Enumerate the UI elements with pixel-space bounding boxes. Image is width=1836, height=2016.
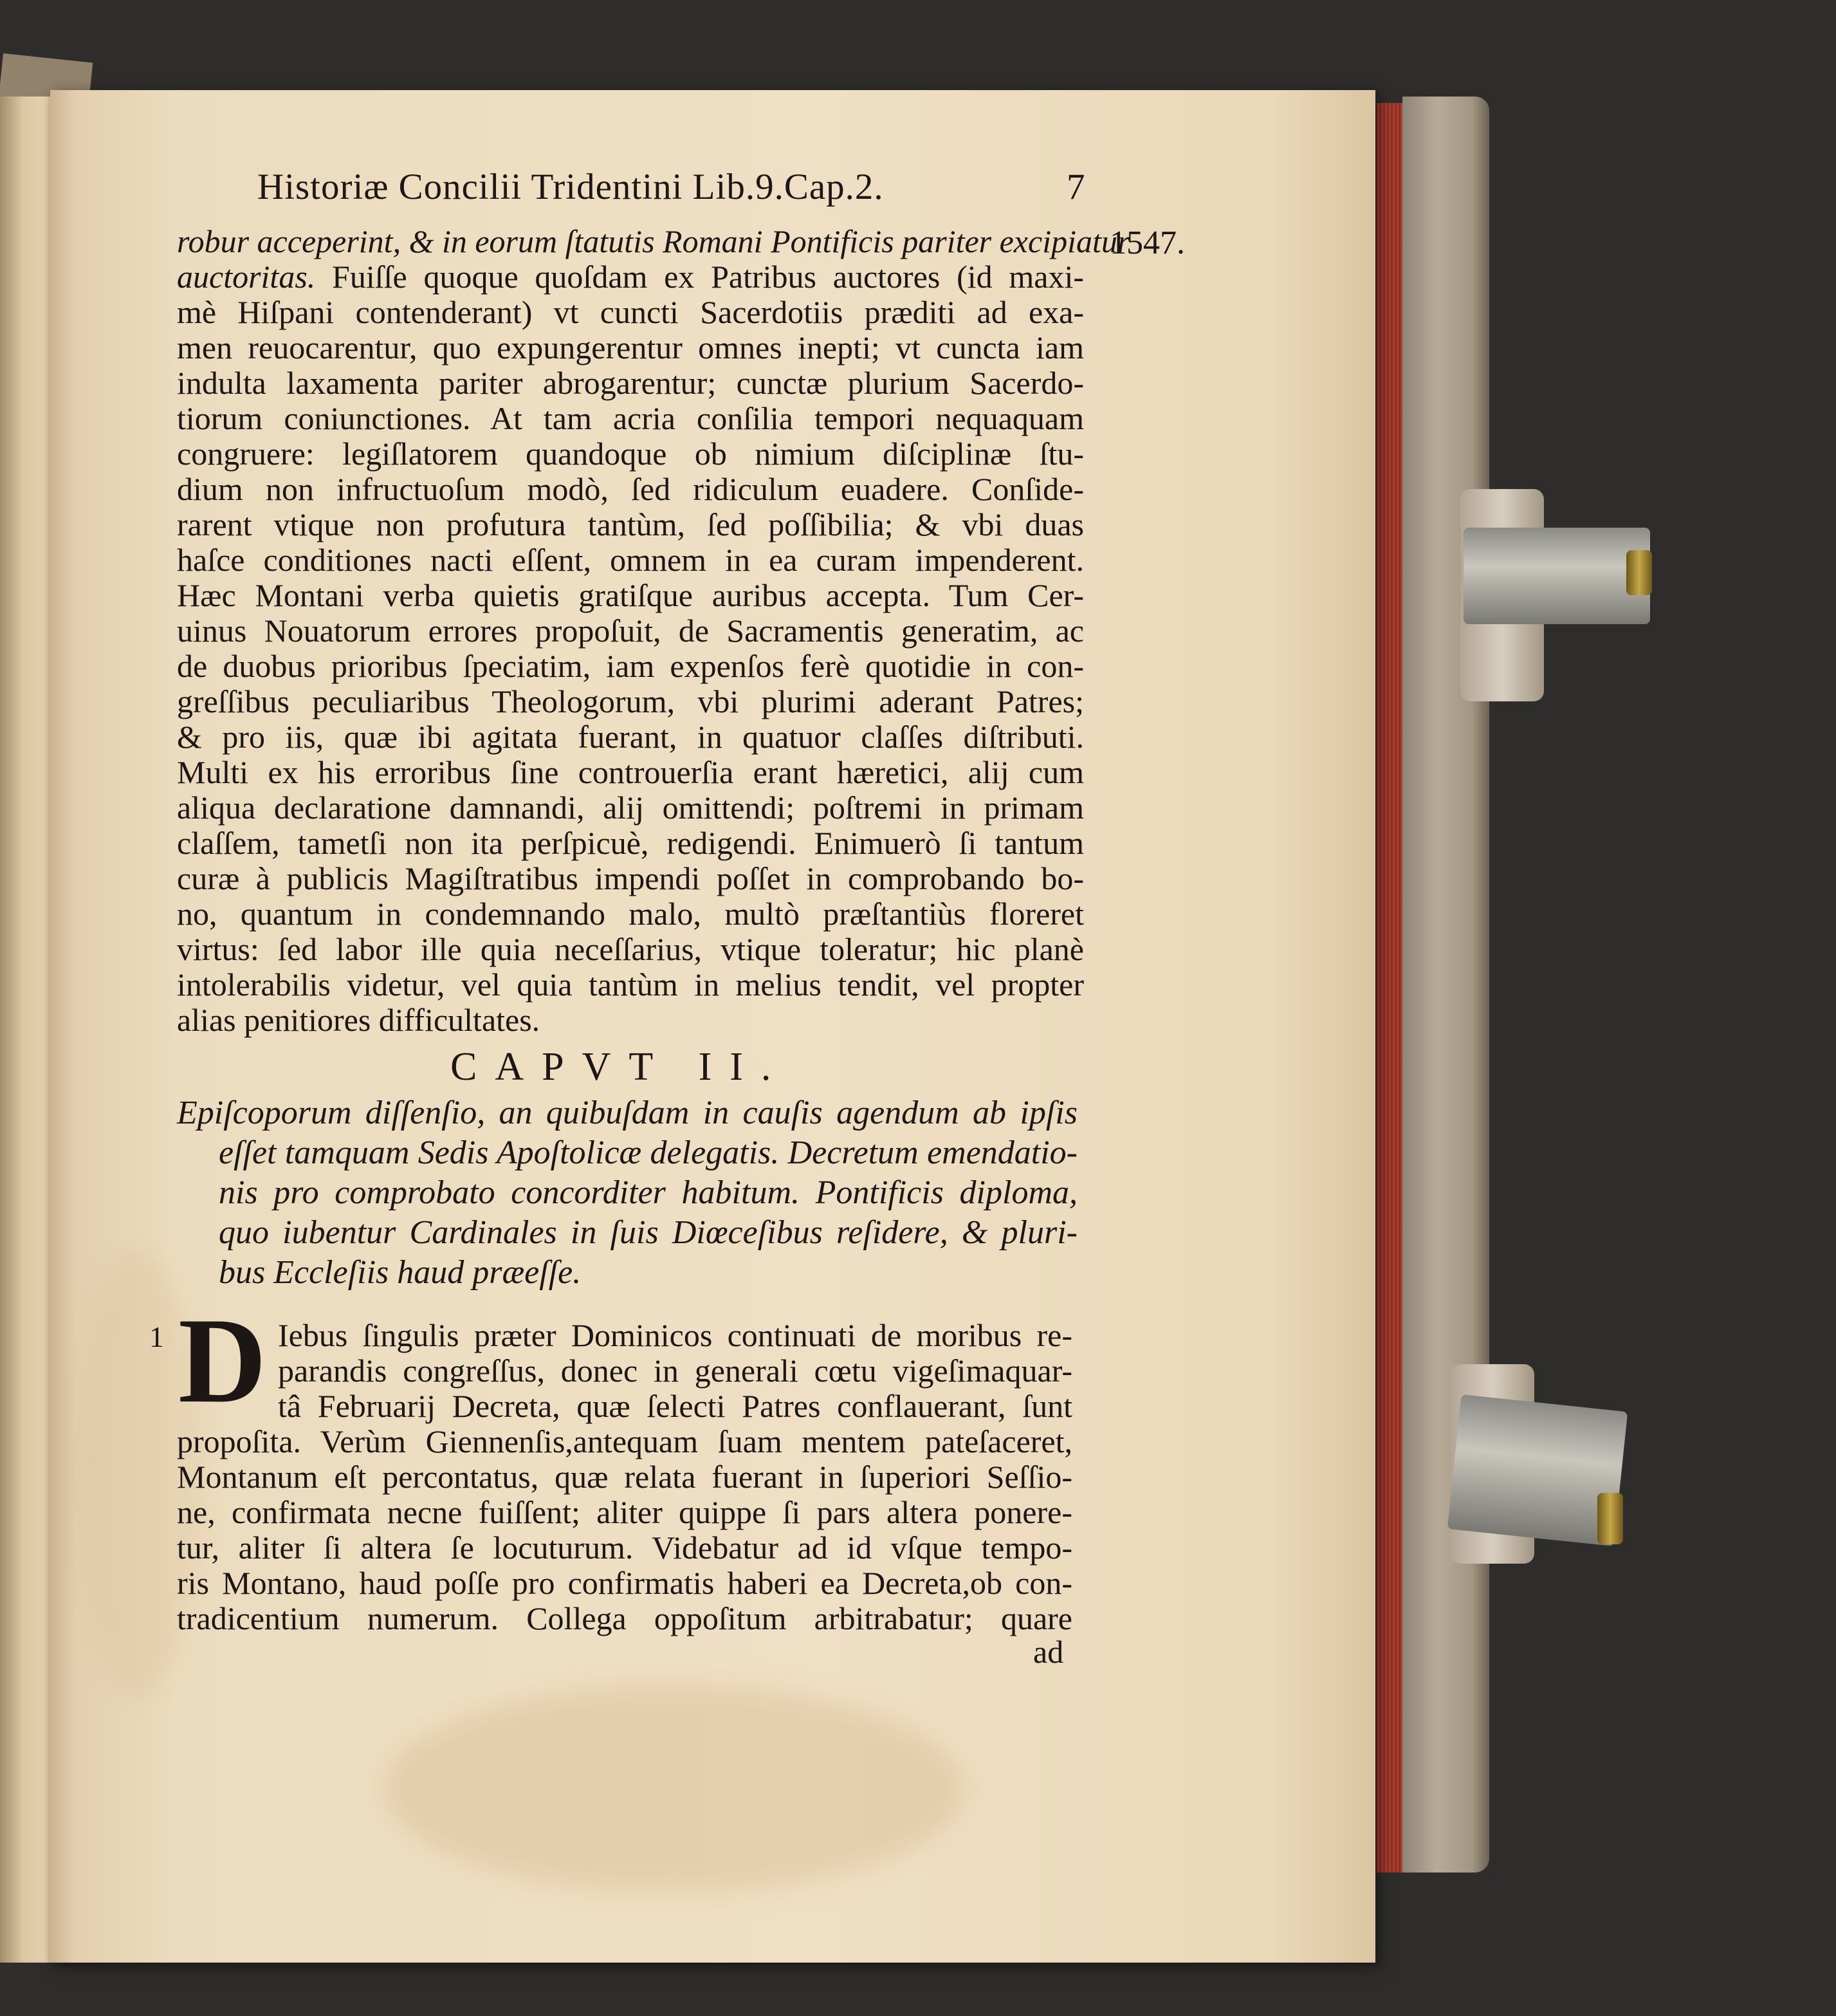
section-number: 1: [149, 1320, 164, 1353]
page-number: 7: [1067, 167, 1086, 207]
catchword: ad: [1033, 1634, 1064, 1670]
chapter-line: ris Montano, haud poſſe pro confirmatis haberi ea Decreta,ob con-: [177, 1565, 1072, 1601]
chapter-line: tâ Februarij Decreta, quæ ſelecti Patres conflauerant, ſunt: [278, 1388, 1072, 1424]
summary-line: nis pro comprobato concorditer habitum. Pontificis diploma,: [219, 1174, 1078, 1211]
upper-clasp-pin: [1626, 550, 1652, 595]
body-line: intolerabilis videtur, vel quia tantùm in melius tendit, vel propter: [177, 966, 1084, 1003]
chapter-line: tradicentium numerum. Collega oppoſitum arbitrabatur; quare: [177, 1600, 1072, 1636]
chapter-line: propoſita. Verùm Giennenſis,antequam ſuam mentem pateſaceret,: [177, 1423, 1072, 1459]
body-line: congruere: legiſlatorem quandoque ob nimium diſciplinæ ſtu-: [177, 436, 1084, 472]
chapter-line: parandis congreſſus, donec in generali cœtu vigeſimaquar-: [278, 1353, 1072, 1389]
chapter-line: tur, aliter ſi altera ſe locuturum. Videbatur ad id vſque tempo-: [177, 1530, 1072, 1566]
body-line: curæ à publicis Magiſtratibus impendi poſſet in comprobando bo-: [177, 860, 1084, 896]
body-line: dium non infructuoſum modò, ſed ridiculum euadere. Conſide-: [177, 471, 1084, 507]
body-line: aliqua declaratione damnandi, alij omittendi; poſtremi in primam: [177, 790, 1084, 826]
chapter-line: ne, confirmata necne fuiſſent; aliter quippe ſi pars altera ponere-: [177, 1494, 1072, 1530]
upper-clasp-plate: [1464, 528, 1650, 624]
summary-line: eſſet tamquam Sedis Apoſtolicæ delegatis. Decretum emendatio-: [219, 1134, 1078, 1171]
running-head: [257, 166, 1094, 211]
water-stain: [385, 1686, 964, 1892]
body-line: haſce conditiones nacti eſſent, omnem in ea curam impenderent.: [177, 542, 1084, 578]
body-line: Hæc Montani verba quietis gratiſque auribus accepta. Tum Cer-: [177, 577, 1084, 613]
red-fore-edge: [1377, 103, 1402, 1873]
body-line: de duobus prioribus ſpeciatim, iam expenſos ferè quotidie in con-: [177, 648, 1084, 684]
running-head-title: Historiæ Concilii Tridentini Lib.9.Cap.2.: [257, 167, 884, 207]
body-line: auctoritas. Fuiſſe quoque quoſdam ex Patribus auctores (id maxi-: [177, 259, 1084, 295]
body-line: mè Hiſpani contenderant) vt cuncti Sacerdotiis præditi ad exa-: [177, 294, 1084, 330]
marginal-year: 1547.: [1110, 225, 1185, 261]
body-line: greſſibus peculiaribus Theologorum, vbi plurimi aderant Patres;: [177, 683, 1084, 719]
drop-cap: D: [178, 1293, 267, 1429]
body-line: & pro iis, quæ ibi agitata fuerant, in quatuor claſſes diſtributi.: [177, 719, 1084, 755]
summary-line: quo iubentur Cardinales in ſuis Diœceſibus reſidere, & pluri-: [219, 1214, 1078, 1251]
book-cover-edge: [1402, 97, 1489, 1873]
body-line: claſſem, tametſi non ita perſpicuè, redigendi. Enimuerò ſi tantum: [177, 825, 1084, 861]
body-line: robur acceperint, & in eorum ſtatutis Romani Pontificis pariter excipiatur: [177, 223, 1130, 259]
summary-line: bus Eccleſiis haud præeſſe.: [219, 1254, 582, 1291]
chapter-heading: CAPVT II.: [450, 1045, 789, 1089]
body-line: rarent vtique non profutura tantùm, ſed poſſibilia; & vbi duas: [177, 506, 1084, 542]
body-line: indulta laxamenta pariter abrogarentur; cunctæ plurium Sacerdo-: [177, 365, 1084, 401]
summary-line: Epiſcoporum diſſenſio, an quibuſdam in cauſis agendum ab ipſis: [177, 1095, 1078, 1131]
chapter-line: Montanum eſt percontatus, quæ relata fuerant in ſuperiori Seſſio-: [177, 1459, 1072, 1495]
body-line: Multi ex his erroribus ſine controuerſia erant hæretici, alij cum: [177, 754, 1084, 790]
body-line: no, quantum in condemnando malo, multò præſtantiùs floreret: [177, 896, 1084, 932]
italic-fragment: auctoritas.: [177, 259, 316, 295]
chapter-line: Iebus ſingulis præter Dominicos continuati de moribus re-: [278, 1317, 1072, 1353]
body-line: tiorum coniunctiones. At tam acria conſilia tempori nequaquam: [177, 400, 1084, 436]
body-line: men reuocarentur, quo expungerentur omnes inepti; vt cuncta iam: [177, 329, 1084, 365]
lower-clasp-pin: [1597, 1493, 1623, 1544]
body-line: uinus Nouatorum errores propoſuit, de Sacramentis generatim, ac: [177, 613, 1084, 649]
body-line: virtus: ſed labor ille quia neceſſarius, vtique toleratur; hic planè: [177, 931, 1084, 967]
body-line: alias penitiores difficultates.: [177, 1002, 540, 1038]
show-through-marginal-note: [1087, 1247, 1184, 1324]
